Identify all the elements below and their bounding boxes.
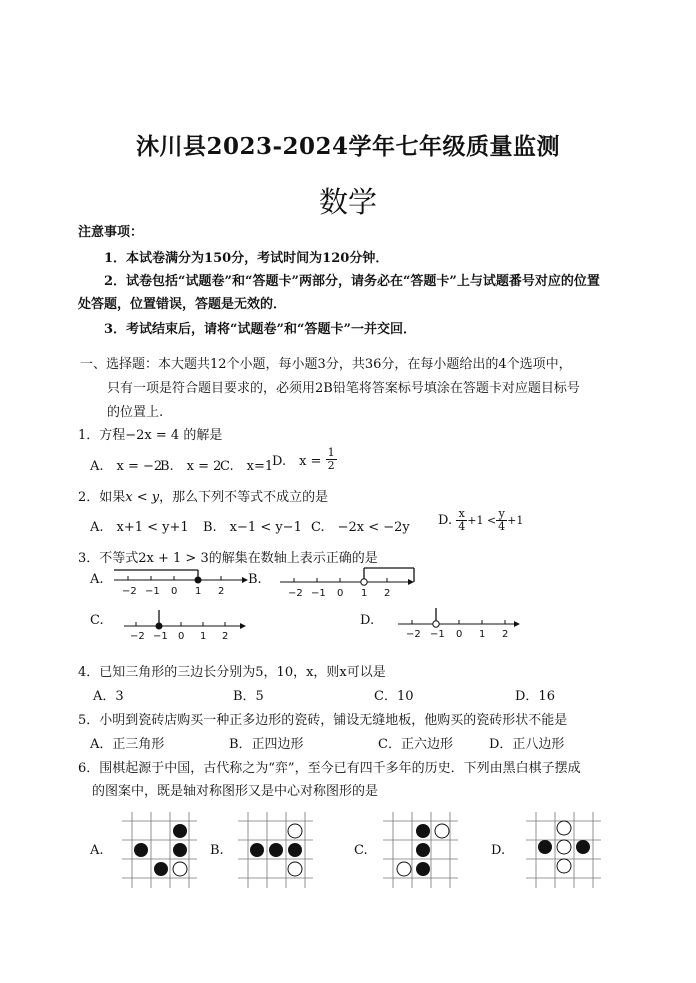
q6-label-c: C. [354,843,368,858]
q3-label-a: A. [90,572,104,587]
q2-d-frac-1 [456,508,467,533]
q1-option-c: C. x=1 [220,459,274,474]
q3-numberline-d [398,606,528,640]
white-stone [397,862,411,876]
q2-d-frac-2 [496,508,507,533]
q2-stem-post: ，那么下列不等式不成立的是 [159,490,329,505]
black-stone [269,843,283,857]
black-stone [416,843,430,857]
black-stone [173,843,187,857]
black-stone [288,843,302,857]
q3-a-tick-label: 2 [218,586,225,597]
note-3: 3．考试结束后，请将“试题卷”和“答题卡”一并交回． [104,322,416,337]
note-2-cont: 处答题，位置错误，答题是无效的． [78,297,287,312]
q2-d-tail: +1 [507,514,524,527]
q3-d-tick-label: −2 [406,629,421,640]
q3-label-b: B. [248,572,262,587]
q2-stem-pre: 2．如果 [78,490,126,505]
q6-stem-line-1: 6．围棋起源于中国，古代称之为“弈”，至今已有四千多年的历史．下列由黑白棋子摆成 [78,761,581,776]
q3-c-tick-label: −2 [130,631,145,642]
q2-option-b: B. x−1 < y−1 [203,520,302,535]
white-stone [288,862,302,876]
section1-line-2: 只有一项是符合题目要求的，必须用2B铅笔将答案标号填涂在答题卡对应题目标号 [107,381,580,396]
q2-option-d-label: D. [438,513,453,528]
q6-pattern-a [122,812,202,892]
white-stone [557,821,571,835]
q2-stem-expr: x < y [125,490,160,505]
q3-b-tick-label: −1 [311,588,326,599]
section1-line-3: 的位置上. [107,405,164,420]
q2-d-den2: 4 [498,520,506,533]
q3-b-tick-label: −2 [288,588,303,599]
q6-pattern-c [383,812,463,892]
q1-option-a: A. x = −2 [90,459,163,474]
q3-c-tick-label: 1 [200,631,207,642]
q2-d-num1: x [456,508,467,521]
q3-c-tick-label: 2 [222,631,229,642]
q1-frac-den: 2 [327,459,335,472]
q4-option-b: B．5 [233,689,264,704]
q2-option-c: C. −2x < −2y [311,520,410,535]
q5-stem: 5．小明到瓷砖店购买一种正多边形的瓷砖，铺设无缝地板，他购买的瓷砖形状不能是 [78,713,568,728]
q1-frac-num: 1 [327,446,335,459]
white-stone [557,859,571,873]
note-2: 2．试卷包括“试题卷”和“答题卡”两部分，请务必在“答题卡”上与试题番号对应的位置 [104,274,600,289]
q1-option-b: B. x = 2 [160,459,222,474]
q3-numberline-c [124,608,254,642]
q1-option-d [272,447,337,472]
q3-c-tick-label: −1 [153,631,168,642]
q1-option-d-label: D. x = [272,454,322,469]
q3-label-d: D. [360,613,375,628]
q3-d-tick-label: 1 [479,629,486,640]
q4-option-d: D．16 [515,689,555,704]
q3-a-tick-label: 1 [195,586,202,597]
q2-d-den1: 4 [458,520,466,533]
q3-b-tick-label: 0 [337,588,344,599]
q2-option-a: A. x+1 < y+1 [90,520,189,535]
black-stone [416,862,430,876]
q3-d-tick-label: −1 [430,629,445,640]
white-stone [557,840,571,854]
q3-c-tick-label: 0 [178,631,185,642]
q2-stem [78,486,328,505]
q1-fraction [326,447,337,472]
white-stone [435,824,449,838]
q6-label-d: D. [491,843,506,858]
q3-numberline-a [114,570,254,600]
white-stone [173,862,187,876]
black-stone [250,843,264,857]
note-1: 1．本试卷满分为150分，考试时间为120分钟． [104,251,389,266]
q6-pattern-d [526,812,606,892]
black-stone [173,824,187,838]
q3-a-tick-label: −1 [145,586,160,597]
white-stone [288,824,302,838]
q6-label-a: A. [90,843,104,858]
black-stone [416,824,430,838]
q5-option-a: A．正三角形 [90,737,165,752]
q3-b-tick-label: 2 [384,588,391,599]
q2-d-mid: +1 < [467,514,497,527]
q5-option-b: B．正四边形 [229,737,304,752]
q3-d-tick-label: 0 [456,629,463,640]
q6-stem-line-2: 的图案中，既是轴对称图形又是中心对称图形的是 [92,784,379,799]
q2-d-num2: y [496,508,507,521]
q5-option-c: C．正六边形 [378,737,453,752]
q3-b-tick-label: 1 [361,588,368,599]
q3-a-tick-label: 0 [171,586,178,597]
subject-title: 数学 [318,185,377,219]
q6-pattern-b [238,812,318,892]
black-stone [576,840,590,854]
q4-option-c: C．10 [374,689,414,704]
q6-label-b: B. [210,843,224,858]
q2-option-d [438,508,523,533]
q5-option-d: D．正八边形 [489,737,565,752]
black-stone [134,843,148,857]
q4-option-a: A．3 [93,689,124,704]
black-stone [538,840,552,854]
q1-stem: 1．方程−2x = 4 的解是 [78,428,223,443]
notes-heading: 注意事项： [78,225,144,240]
q3-a-tick-label: −2 [122,586,137,597]
q3-stem: 3．不等式2x + 1 > 3的解集在数轴上表示正确的是 [78,551,378,566]
q3-numberline-b [280,568,420,600]
section1-line-1: 一、选择题：本大题共12个小题，每小题3分，共36分，在每小题给出的4个选项中， [80,357,572,372]
q3-label-c: C. [90,613,104,628]
page-title: 沐川县2023-2024学年七年级质量监测 [135,133,561,160]
q3-d-tick-label: 2 [502,629,509,640]
q4-stem: 4．已知三角形的三边长分别为5，10，x，则x可以是 [78,665,386,680]
black-stone [154,862,168,876]
